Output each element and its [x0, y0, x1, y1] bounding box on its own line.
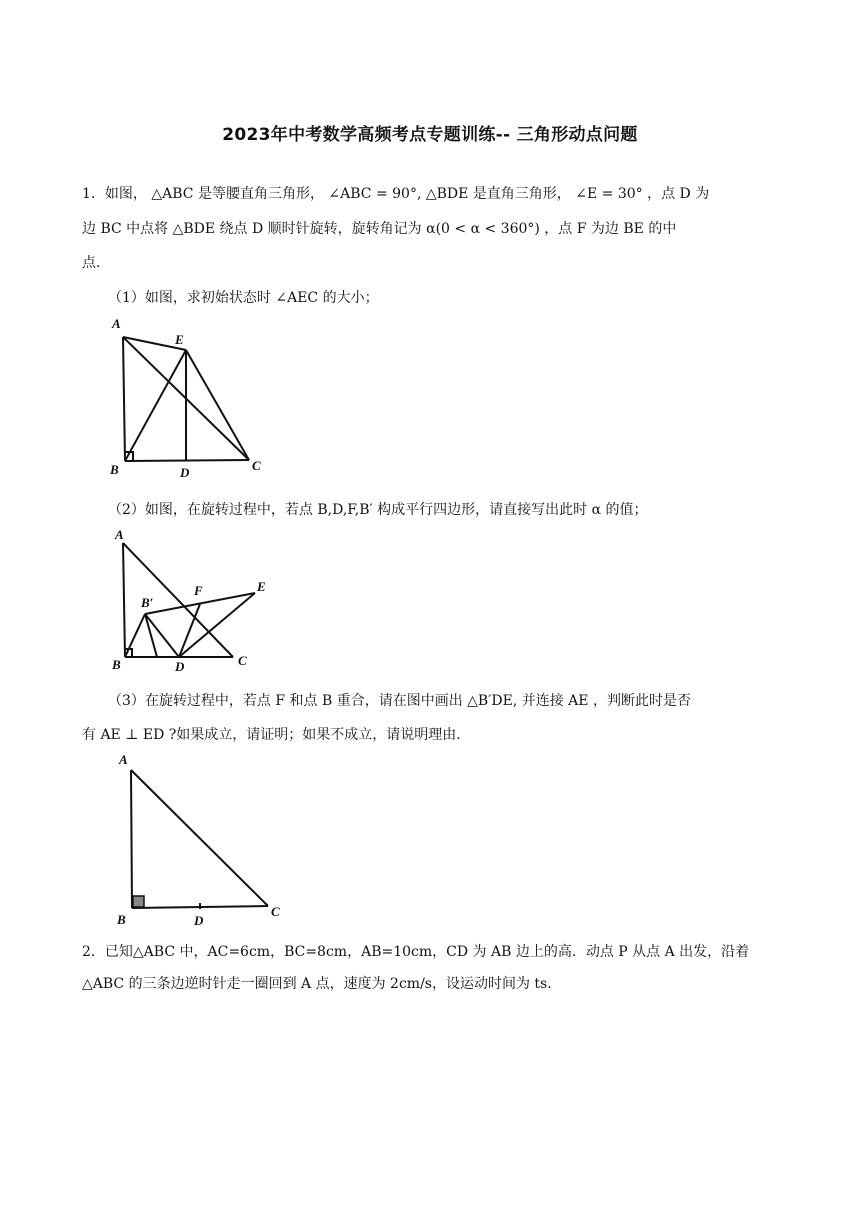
fig2-label-A: A — [115, 527, 124, 542]
fig2-label-F: F — [194, 583, 203, 598]
q1-part-2: （2）如图，在旋转过程中，若点 B,D,F,B′ 构成平行四边形，请直接写出此时 α 的值； — [108, 502, 648, 518]
fig1-segment-BE — [125, 350, 186, 461]
fig1-label-D: D — [180, 465, 190, 480]
fig2-segment-BB1 — [125, 614, 145, 657]
fig2-label-B: B — [112, 657, 121, 672]
q1-line-3: 点． — [82, 255, 110, 271]
fig3-label-C: C — [271, 904, 280, 919]
fig1-segment-AB — [123, 337, 125, 461]
q1-part-1: （1）如图，求初始状态时 ∠AEC 的大小； — [108, 290, 379, 306]
q1-part-3-line-2: 有 AE ⊥ ED ?如果成立，请证明；如果不成立，请说明理由． — [82, 727, 471, 743]
fig3-label-B: B — [117, 912, 126, 927]
q1-part-3-line-1: （3）在旋转过程中，若点 F 和点 B 重合，请在图中画出 △B′DE, 并连接 AE ，判断此时是否 — [108, 693, 691, 709]
fig3-label-D: D — [194, 913, 204, 928]
fig3-label-A: A — [119, 752, 128, 767]
fig3-segment-AC — [131, 770, 268, 906]
fig2-segment-DE — [179, 593, 255, 657]
q1-line-1: 1．如图， △ABC 是等腰直角三角形， ∠ABC = 90°, △BDE 是直角三角形， ∠E = 30° ，点 D 为 — [82, 186, 710, 202]
fig2-segment-AB — [123, 543, 125, 657]
fig1-segment-EC — [186, 350, 249, 460]
q2-line-2: △ABC 的三条边逆时针走一圈回到 A 点，速度为 2cm/s，设运动时间为 ts. — [82, 976, 552, 992]
figure-2 — [105, 525, 280, 675]
fig1-label-A: A — [112, 316, 121, 331]
figure-1 — [100, 310, 280, 480]
page-title: 2023年中考数学高频考点专题训练-- 三角形动点问题 — [222, 125, 638, 145]
fig2-label-C: C — [238, 653, 247, 668]
fig3-segment-AB — [131, 770, 132, 908]
fig2-label-E: E — [257, 579, 266, 594]
q2-line-1: 2．已知△ABC 中，AC=6cm，BC=8cm，AB=10cm，CD 为 AB 边上的高．动点 P 从点 A 出发，沿着 — [82, 944, 750, 960]
fig1-label-C: C — [252, 458, 261, 473]
fig2-label-D: D — [175, 659, 185, 674]
figure-3 — [110, 748, 300, 928]
fig1-label-B: B — [110, 462, 119, 477]
fig1-label-E: E — [175, 332, 184, 347]
q1-line-2: 边 BC 中点将 △BDE 绕点 D 顺时针旋转，旋转角记为 α(0 < α < 360°) ，点 F 为边 BE 的中 — [82, 221, 677, 237]
fig3-right-angle-mark — [133, 896, 144, 907]
fig2-label-B-prime: B′ — [141, 595, 154, 610]
